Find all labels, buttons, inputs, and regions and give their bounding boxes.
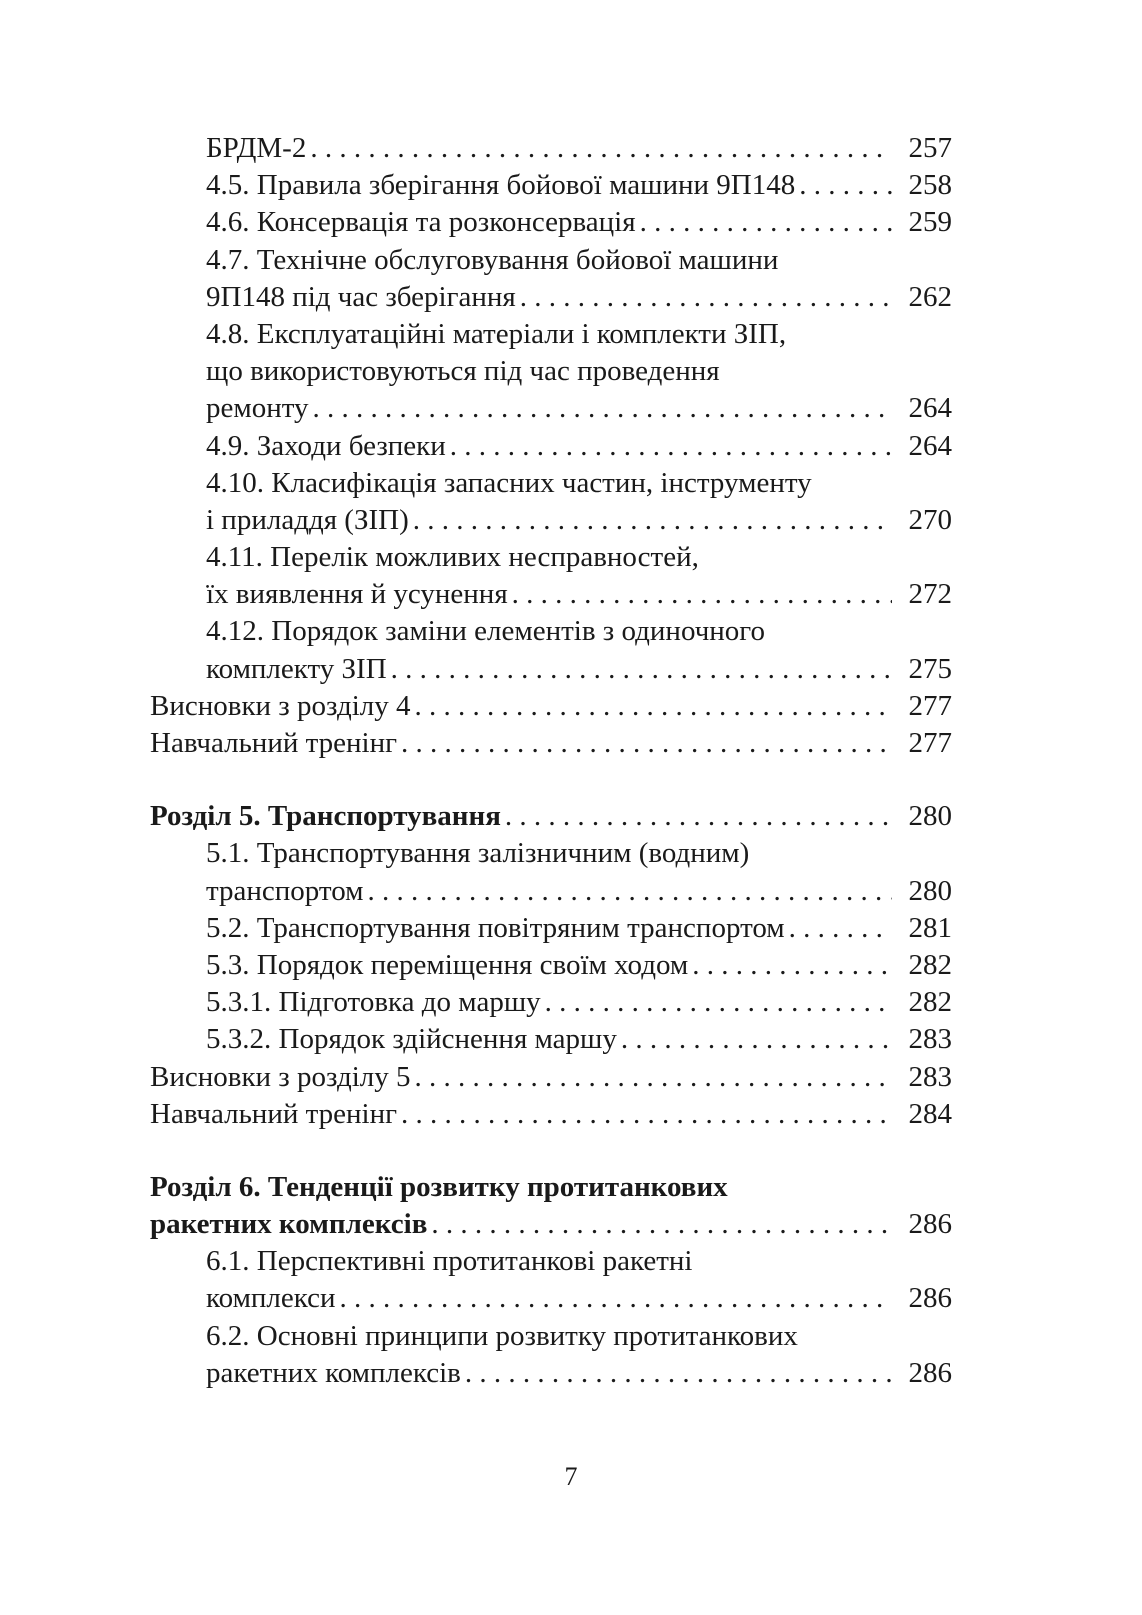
dot-leader xyxy=(336,1280,892,1317)
toc-entry-title: і приладдя (ЗІП) xyxy=(206,503,409,536)
dot-leader xyxy=(508,576,892,613)
toc-entry-title: 4.7. Технічне обслуговування бойової машини xyxy=(206,243,779,276)
toc-entry-title: їх виявлення й усунення xyxy=(206,578,508,611)
toc-page-number: 280 xyxy=(908,874,952,907)
toc-entry-line xyxy=(150,539,952,576)
toc-entry-title: що використовуються під час проведення xyxy=(206,355,720,388)
toc-page-number: 284 xyxy=(908,1097,952,1130)
toc-page-number: 257 xyxy=(908,132,952,164)
toc-page-number: 275 xyxy=(908,652,952,685)
toc-entry-line xyxy=(150,1059,952,1096)
toc-entry-title: 9П148 під час зберігання xyxy=(206,280,516,313)
toc-entry-line xyxy=(150,353,952,390)
toc-entry-line xyxy=(150,947,952,984)
toc-page-number: 277 xyxy=(908,727,952,759)
toc-page-number: 264 xyxy=(908,392,952,425)
toc-entry-line xyxy=(150,835,952,872)
dot-leader xyxy=(516,279,892,316)
toc-entry-line xyxy=(150,688,952,725)
toc-page-number: 270 xyxy=(908,503,952,536)
toc-entry-title: 5.3.1. Підготовка до маршу xyxy=(206,986,541,1019)
dot-leader xyxy=(636,204,892,241)
dot-leader xyxy=(364,873,892,910)
toc-entry-title: БРДМ-2 xyxy=(206,132,307,164)
toc-page-number: 258 xyxy=(908,169,952,202)
toc-entry-title: 6.1. Перспективні протитанкові ракетні xyxy=(206,1245,693,1278)
dot-leader xyxy=(461,1355,892,1392)
toc-entry-line xyxy=(150,873,952,910)
toc-entry-line xyxy=(150,502,952,539)
toc-entry-title: 4.9. Заходи безпеки xyxy=(206,429,446,462)
dot-leader xyxy=(617,1021,892,1058)
toc-page-number: 277 xyxy=(908,689,952,722)
toc-entry-line xyxy=(150,1280,952,1317)
dot-leader xyxy=(785,910,892,947)
toc-entry-line xyxy=(150,465,952,502)
toc-entry-title: Розділ 6. Тенденції розвитку протитанкових xyxy=(150,1170,728,1203)
dot-leader xyxy=(446,428,892,465)
toc-page-number: 259 xyxy=(908,206,952,239)
dot-leader xyxy=(397,725,892,762)
dot-leader xyxy=(795,167,892,204)
toc-entry-title: 4.5. Правила зберігання бойової машини 9П148 xyxy=(206,169,796,202)
toc-page-number: 262 xyxy=(908,280,952,313)
dot-leader xyxy=(501,798,892,835)
toc-entry-title: 4.11. Перелік можливих несправностей, xyxy=(206,541,699,574)
toc-entry-title: ремонту xyxy=(206,392,309,425)
toc-entry-line xyxy=(150,984,952,1021)
toc-entry-title: 4.8. Експлуатаційні матеріали і комплекти ЗІП, xyxy=(206,317,787,350)
toc-entry-title: транспортом xyxy=(206,874,364,907)
dot-leader xyxy=(309,390,892,427)
toc-entry-title: 5.3. Порядок переміщення своїм ходом xyxy=(206,948,689,981)
toc-entry-line xyxy=(150,204,952,241)
toc-entry-line xyxy=(150,651,952,688)
toc-page-number: 286 xyxy=(908,1356,952,1389)
toc-entry-title: 6.2. Основні принципи розвитку протитанкових xyxy=(206,1319,798,1352)
toc-entry-line xyxy=(150,242,952,279)
toc-entry-line xyxy=(150,576,952,613)
toc-entry-title: комплекси xyxy=(206,1282,336,1315)
toc-entry-line xyxy=(150,1355,952,1392)
toc-entry-line xyxy=(150,167,952,204)
toc-page-number: 282 xyxy=(908,986,952,1019)
toc-page-number: 282 xyxy=(908,948,952,981)
toc-entry-title: Висновки з розділу 5 xyxy=(150,1060,411,1093)
toc-entry-line xyxy=(150,1021,952,1058)
dot-leader xyxy=(688,947,892,984)
toc-entry-line xyxy=(150,725,952,762)
toc-page-number: 286 xyxy=(908,1282,952,1315)
toc-entry-line xyxy=(150,798,952,835)
toc-entry-title: 5.2. Транспортування повітряним транспортом xyxy=(206,911,785,944)
toc-entry-title: 4.12. Порядок заміни елементів з одиночного xyxy=(206,615,765,648)
toc-entry-title: ракетних комплексів xyxy=(206,1356,461,1389)
table-of-contents xyxy=(150,130,952,1392)
dot-leader xyxy=(410,1059,892,1096)
page-number: 7 xyxy=(564,1462,578,1491)
toc-entry-line xyxy=(150,1243,952,1280)
toc-entry-title: 4.6. Консервація та розконсервація xyxy=(206,206,636,239)
toc-entry-line xyxy=(150,316,952,353)
dot-leader xyxy=(410,688,892,725)
toc-entry-line xyxy=(150,1206,952,1243)
toc-page-number: 272 xyxy=(908,578,952,611)
toc-page-number: 264 xyxy=(908,429,952,462)
toc-entry-line xyxy=(150,1169,952,1206)
toc-page-number: 283 xyxy=(908,1023,952,1056)
toc-page-number: 283 xyxy=(908,1060,952,1093)
toc-entry-title: Розділ 5. Транспортування xyxy=(150,800,501,833)
toc-entry-line xyxy=(150,279,952,316)
toc-entry-title: Навчальний тренінг xyxy=(150,1097,398,1130)
toc-entry-title: комплекту ЗІП xyxy=(206,652,387,685)
dot-leader xyxy=(306,130,892,167)
dot-leader xyxy=(397,1096,892,1133)
toc-entry-title: 5.1. Транспортування залізничним (водним) xyxy=(206,837,750,870)
toc-entry-line xyxy=(150,1318,952,1355)
toc-entry-line xyxy=(150,910,952,947)
toc-entry-line xyxy=(150,130,952,167)
toc-entry-title: 4.10. Класифікація запасних частин, інструменту xyxy=(206,466,812,499)
dot-leader xyxy=(541,984,892,1021)
toc-entry-line xyxy=(150,428,952,465)
toc-page-number: 286 xyxy=(908,1208,952,1241)
toc-entry-line xyxy=(150,1096,952,1133)
toc-entry-title: ракетних комплексів xyxy=(150,1208,428,1241)
toc-page-number: 281 xyxy=(908,911,952,944)
dot-leader xyxy=(409,502,892,539)
dot-leader xyxy=(427,1206,892,1243)
toc-page-number: 280 xyxy=(908,800,952,833)
dot-leader xyxy=(387,651,892,688)
toc-entry-title: 5.3.2. Порядок здійснення маршу xyxy=(206,1023,617,1056)
toc-entry-line xyxy=(150,613,952,650)
toc-entry-line xyxy=(150,390,952,427)
toc-entry-title: Висновки з розділу 4 xyxy=(150,689,411,722)
toc-entry-title: Навчальний тренінг xyxy=(150,727,398,759)
